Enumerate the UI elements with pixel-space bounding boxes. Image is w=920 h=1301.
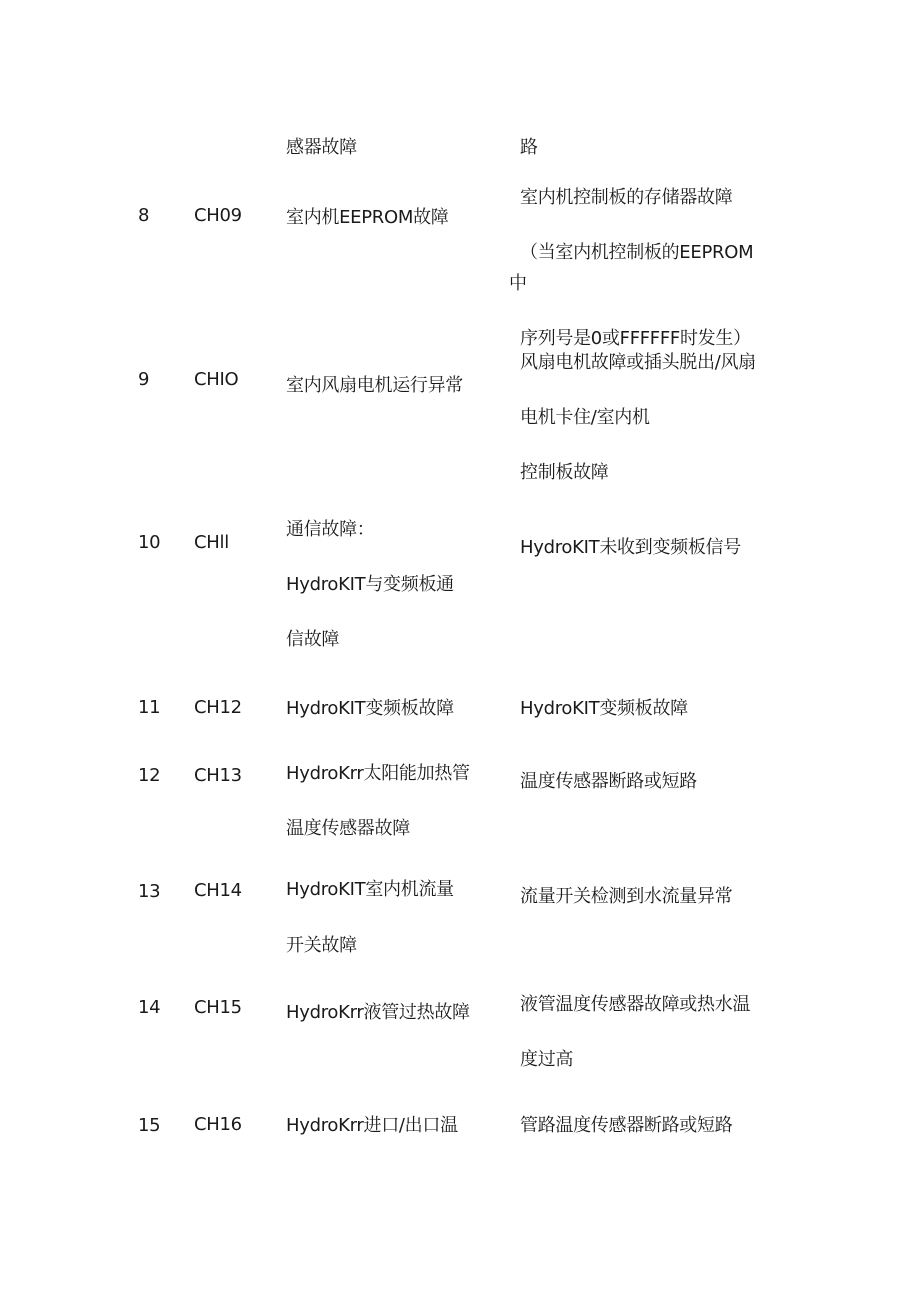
continued-desc-text: 路: [520, 137, 538, 158]
fault-desc: 液管温度传感器故障或热水温: [520, 994, 751, 1015]
fault-desc: 控制板故障: [520, 462, 609, 483]
fault-name: 开关故障: [286, 935, 357, 956]
fault-code: CH16: [194, 1114, 242, 1135]
row-number: 14: [138, 997, 161, 1018]
fault-desc: 管路温度传感器断路或短路: [520, 1115, 733, 1136]
fault-name: 通信故障：: [286, 519, 375, 540]
fault-name: 信故障: [286, 629, 340, 650]
fault-name: HydroKIT变频板故障: [286, 698, 454, 719]
fault-code: CH12: [194, 697, 242, 718]
fault-code: CH09: [194, 205, 242, 226]
fault-code: CH13: [194, 765, 242, 786]
fault-desc: 度过高: [520, 1049, 574, 1070]
continued-name-text: 感器故障: [286, 137, 357, 158]
row-number: 13: [138, 881, 161, 902]
fault-name: HydroKIT与变频板通: [286, 574, 454, 595]
fault-desc: 电机卡住/室内机: [520, 407, 650, 428]
fault-name: 室内机EEPROM故障: [286, 207, 449, 228]
fault-name: 室内风扇电机运行异常: [286, 375, 463, 396]
fault-name: HydroKrr液管过热故障: [286, 1002, 470, 1023]
fault-name: 温度传感器故障: [286, 818, 410, 839]
fault-code: CH14: [194, 880, 242, 901]
fault-desc: 中: [509, 273, 527, 294]
fault-code: CHIO: [194, 369, 239, 390]
fault-name: HydroKIT室内机流量: [286, 879, 454, 900]
row-number: 10: [138, 532, 161, 553]
row-number: 15: [138, 1115, 161, 1136]
row-number: 11: [138, 697, 161, 718]
fault-desc: 流量开关检测到水流量异常: [520, 886, 733, 907]
fault-code: CH15: [194, 997, 242, 1018]
row-number: 8: [138, 205, 150, 226]
fault-desc: 室内机控制板的存储器故障: [520, 187, 733, 208]
fault-desc: HydroKIT变频板故障: [520, 698, 688, 719]
fault-desc: HydroKIT未收到变频板信号: [520, 537, 741, 558]
fault-name: HydroKrr进口/出口温: [286, 1115, 458, 1136]
row-number: 9: [138, 369, 150, 390]
fault-desc: 温度传感器断路或短路: [520, 771, 697, 792]
fault-code: CHll: [194, 532, 229, 553]
fault-name: HydroKrr太阳能加热管: [286, 763, 470, 784]
fault-desc: （当室内机控制板的EEPROM: [520, 242, 754, 263]
fault-desc: 序列号是0或FFFFFF时发生）: [520, 328, 751, 349]
row-number: 12: [138, 765, 161, 786]
fault-desc: 风扇电机故障或插头脱出/风扇: [520, 352, 756, 373]
